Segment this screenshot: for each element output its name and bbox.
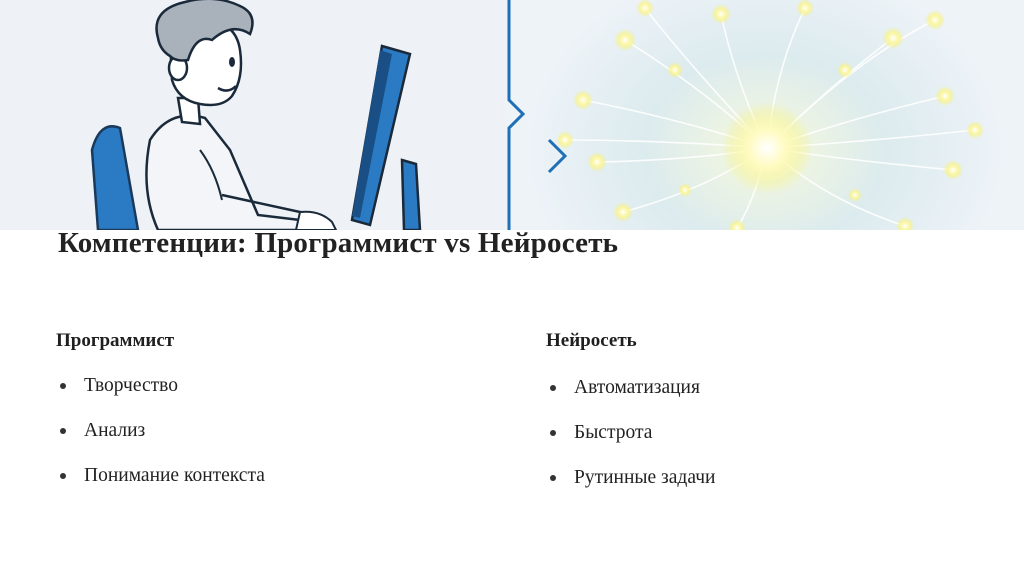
programmer-illustration	[0, 0, 505, 230]
neural-network-illustration	[505, 0, 1024, 230]
bullet-icon	[550, 475, 556, 481]
list-item	[546, 466, 966, 511]
list-item-label: Быстрота	[574, 422, 653, 443]
list-item	[546, 376, 966, 421]
programmer-heading: Программист	[56, 330, 175, 351]
list-item-label: Анализ	[84, 420, 146, 441]
programmer-column	[56, 330, 265, 486]
bullet-icon	[60, 473, 66, 479]
list-item	[56, 374, 476, 419]
bullet-icon	[550, 430, 556, 436]
bullet-icon	[550, 385, 556, 391]
list-item-label: Понимание контекста	[84, 465, 265, 486]
list-item-label: Рутинные задачи	[574, 467, 716, 488]
header-banner	[0, 0, 1024, 230]
chevron-right-icon	[543, 136, 573, 176]
slide-title: Компетенции: Программист vs Нейросеть	[58, 227, 619, 259]
list-item-label: Автоматизация	[574, 377, 700, 398]
neural-network-column	[546, 330, 716, 488]
programmer-list	[56, 374, 476, 509]
neural-network-list	[546, 376, 966, 511]
neural-network-heading: Нейросеть	[546, 330, 637, 351]
list-item	[546, 421, 966, 466]
bullet-icon	[60, 428, 66, 434]
programmer-at-computer-illustration	[0, 0, 505, 230]
list-item-label: Творчество	[84, 375, 178, 396]
list-item	[56, 419, 476, 464]
list-item	[56, 464, 476, 509]
bullet-icon	[60, 383, 66, 389]
neural-network-burst-illustration	[505, 0, 1024, 230]
